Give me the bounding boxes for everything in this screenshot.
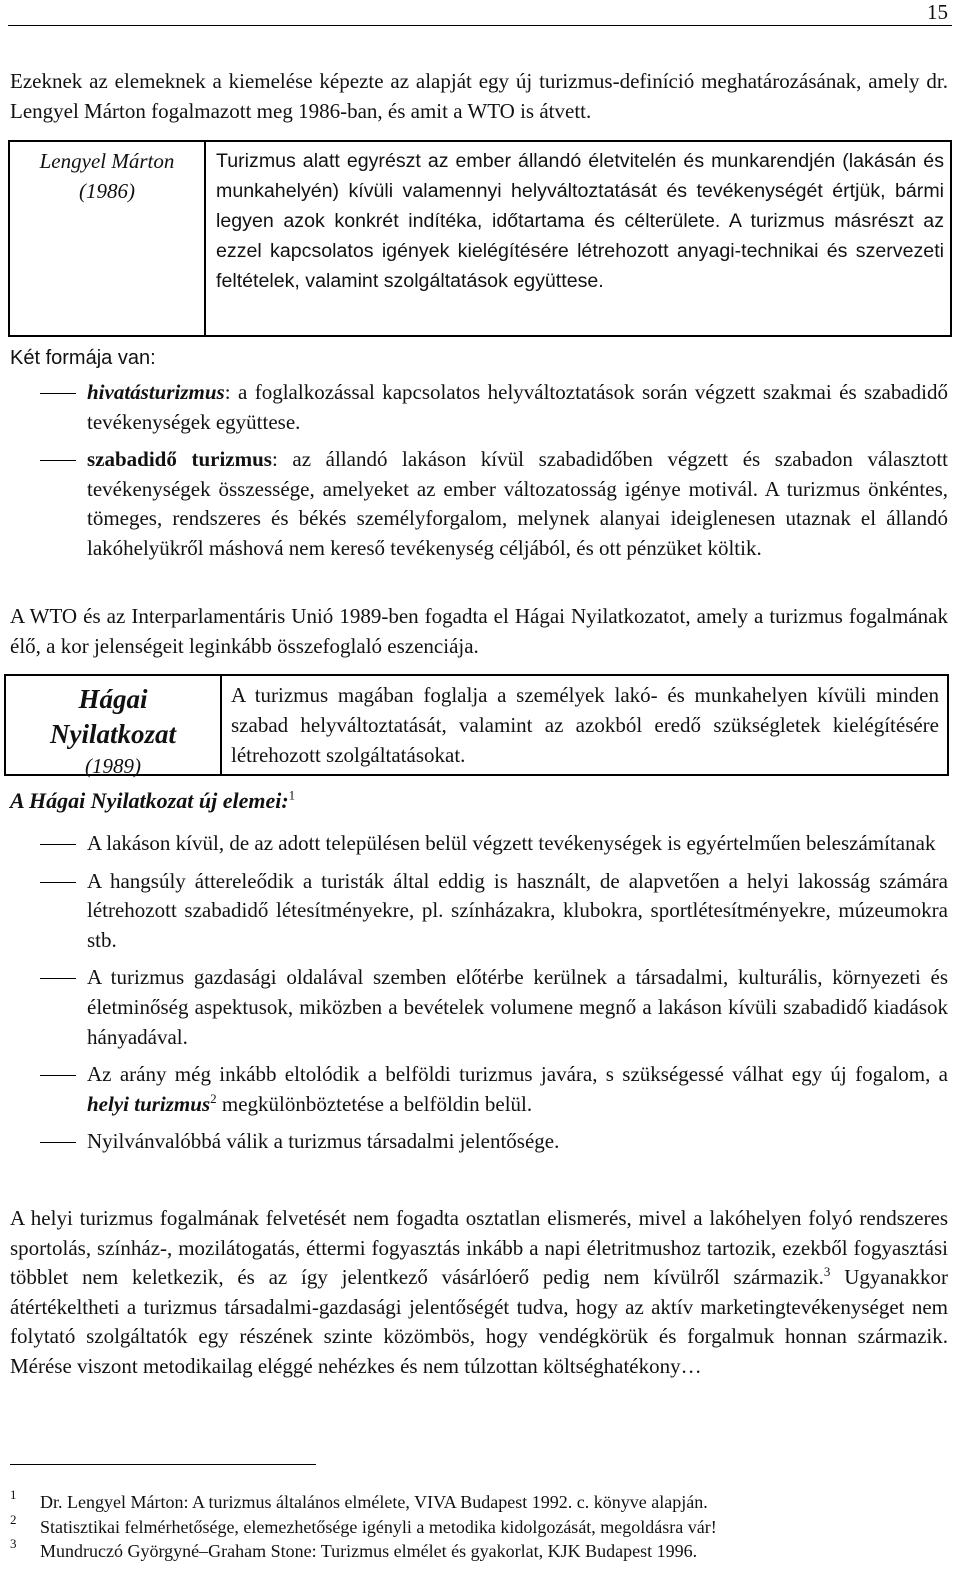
list-item (40, 867, 948, 956)
footnotes (10, 1487, 950, 1564)
footnote (10, 1511, 950, 1540)
footnote-number: 2 (10, 1511, 17, 1527)
final-paragraph-part2: Ugyanakkor átértékeltheti a turizmus társadalmi-gazdasági jelentőségét tudva, hogy az aktív marketingtevékenységet nem folytató szolgáltatók egy részének szinte közömbös, hogy vendégkörük és forgalmuk honnan származik. Mérése viszont metodikailag eléggé nehézkes és nem túlzottan költséghatékony… (10, 1265, 948, 1378)
new-elements-heading-text: A Hágai Nyilatkozat új elemei: (10, 788, 289, 813)
forms-list (40, 378, 948, 564)
header-rule (8, 25, 952, 26)
dash-bullet (40, 1075, 76, 1076)
forms-heading: Két formája van: (10, 347, 156, 369)
final-paragraph (10, 1204, 948, 1382)
list-item (40, 829, 948, 859)
definition-text: Turizmus alatt egyrészt az ember állandó életvitelén és munkarendjén (lakásán és munkahelyén) kívüli valamennyi helyváltoztatását és tevékenységét értjük, bármi legyen azok konkrét indítéka, időtartama és célterülete. A turizmus másrészt az ezzel kapcsolatos igények kielégítésére létrehozott anyagi-technikai és szervezeti feltételek, valamint szolgáltatások együttese. (216, 150, 944, 292)
dash-bullet (40, 844, 76, 845)
definition-title-line1: Hágai (78, 684, 148, 714)
list-item-text: : a foglalkozással kapcsolatos helyváltoztatások során végzett szakmai és szabadidő tevékenységek együttese. (87, 380, 948, 434)
definition-year: (1989) (85, 754, 141, 778)
final-paragraph-part1: A helyi turizmus fogalmának felvetését nem fogadta osztatlan elismerés, mivel a lakóhelyen folyó rendszeres sportolás, színház-, mozilátogatás, éttermi fogyasztás inkább a napi életritmushoz tartozik, ezekből fogyasztási többlet nem keletkezik, és az így jelentkező vásárlóerő pedig nem kívülről származik. (10, 1206, 948, 1290)
footnote (10, 1536, 950, 1564)
dash-bullet (40, 978, 76, 979)
footnote-ref: 3 (823, 1264, 831, 1280)
list-item-text: : az állandó lakáson kívül szabadidőben végzett és szabadon választott tevékenységek összessége, amelyeket az ember változatosság igénye motivál. A turizmus önkéntes, tömeges, rendszeres és békés személyforgalom, melynek alanyai ideiglenesen utaznak el állandó lakóhelyükről máshová nem kereső tevékenység céljából, és ott pénzüket költik. (87, 447, 948, 560)
footnote-ref: 2 (210, 1090, 217, 1106)
list-item-text: Nyilvánvalóbbá válik a turizmus társadalmi jelentősége. (87, 1129, 560, 1154)
wto-paragraph: A WTO és az Interparlamentáris Unió 1989-ben fogadta el Hágai Nyilatkozatot, amely a turizmus fogalmának élő, a kor jelenségeit leginkább összefoglaló eszenciája. (10, 604, 948, 658)
definition-box-lengyel (8, 140, 952, 337)
footnote-text: Mundruczó Györgyné–Graham Stone: Turizmus elmélet és gyakorlat, KJK Budapest 1996. (40, 1541, 698, 1561)
list-item-text: A turizmus gazdasági oldalával szemben előtérbe kerülnek a társadalmi, kulturális, környezeti és életminőség aspektusok, miközben a bevételek volumene megnő a lakáson kívüli szabadidő kiadások hányadával. (87, 965, 948, 1049)
definition-text: A turizmus magában foglalja a személyek lakó- és munkahelyen kívüli minden szabad helyváltoztatását, valamint az azokból eredő szükségletek kielégítésére létrehozott szolgáltatásokat. (231, 683, 939, 767)
definition-author: Lengyel Márton (39, 149, 175, 173)
footnote-ref: 1 (288, 787, 296, 803)
list-item (40, 1060, 948, 1119)
list-item-text: A hangsúly áttereleődik a turisták által eddig is használt, de alapvetően a helyi lakosság számára létrehozott szabadidő létesítményekre, pl. színházakra, klubokra, sportlétesítményekre, múzeumokra stb. (87, 868, 948, 952)
term-helyi-turizmus: helyi turizmus (87, 1091, 211, 1116)
footnote-number: 3 (10, 1536, 17, 1551)
dash-bullet (40, 393, 76, 394)
definition-year: (1986) (79, 179, 135, 203)
new-elements-heading (10, 786, 295, 816)
dash-bullet (40, 882, 76, 883)
list-item (40, 378, 948, 437)
new-elements-list (40, 829, 948, 1157)
dash-bullet (40, 1142, 76, 1143)
definition-box-label (6, 676, 222, 778)
definition-box-hagai (4, 674, 949, 776)
term-szabadido-turizmus: szabadidő turizmus (87, 447, 272, 472)
footnote-text: Statisztikai felmérhetősége, elemezhetősége igényli a metodika kidolgozását, megoldásra vár! (40, 1516, 717, 1537)
page-number: 15 (927, 0, 948, 24)
footnote-text: Dr. Lengyel Márton: A turizmus általános elmélete, VIVA Budapest 1992. c. könyve alapján. (40, 1492, 708, 1512)
definition-title-line2: Nyilatkozat (50, 719, 176, 749)
footnote-separator (10, 1464, 316, 1465)
definition-box-label (10, 142, 206, 335)
term-hivatasturizmus: hivatásturizmus (87, 380, 225, 404)
dash-bullet (40, 460, 76, 461)
list-item (40, 445, 948, 563)
list-item (40, 963, 948, 1052)
list-item (40, 1127, 948, 1157)
footnote (10, 1487, 950, 1515)
list-item-text: A lakáson kívül, de az adott településen belül végzett tevékenységek is egyértelműen beleszámítanak (87, 831, 936, 855)
footnote-number: 1 (10, 1487, 17, 1502)
list-item-text-before: Az arány még inkább eltolódik a belföldi turizmus javára, s szükségessé válhat egy új fogalom, a (87, 1062, 948, 1087)
intro-paragraph: Ezeknek az elemeknek a kiemelése képezte az alapját egy új turizmus-definíció meghatározásának, amely dr. Lengyel Márton fogalmazott meg 1986-ban, és amit a WTO is átvett. (10, 69, 948, 123)
list-item-text-after: megkülönböztetése a belföldin belül. (216, 1091, 533, 1116)
